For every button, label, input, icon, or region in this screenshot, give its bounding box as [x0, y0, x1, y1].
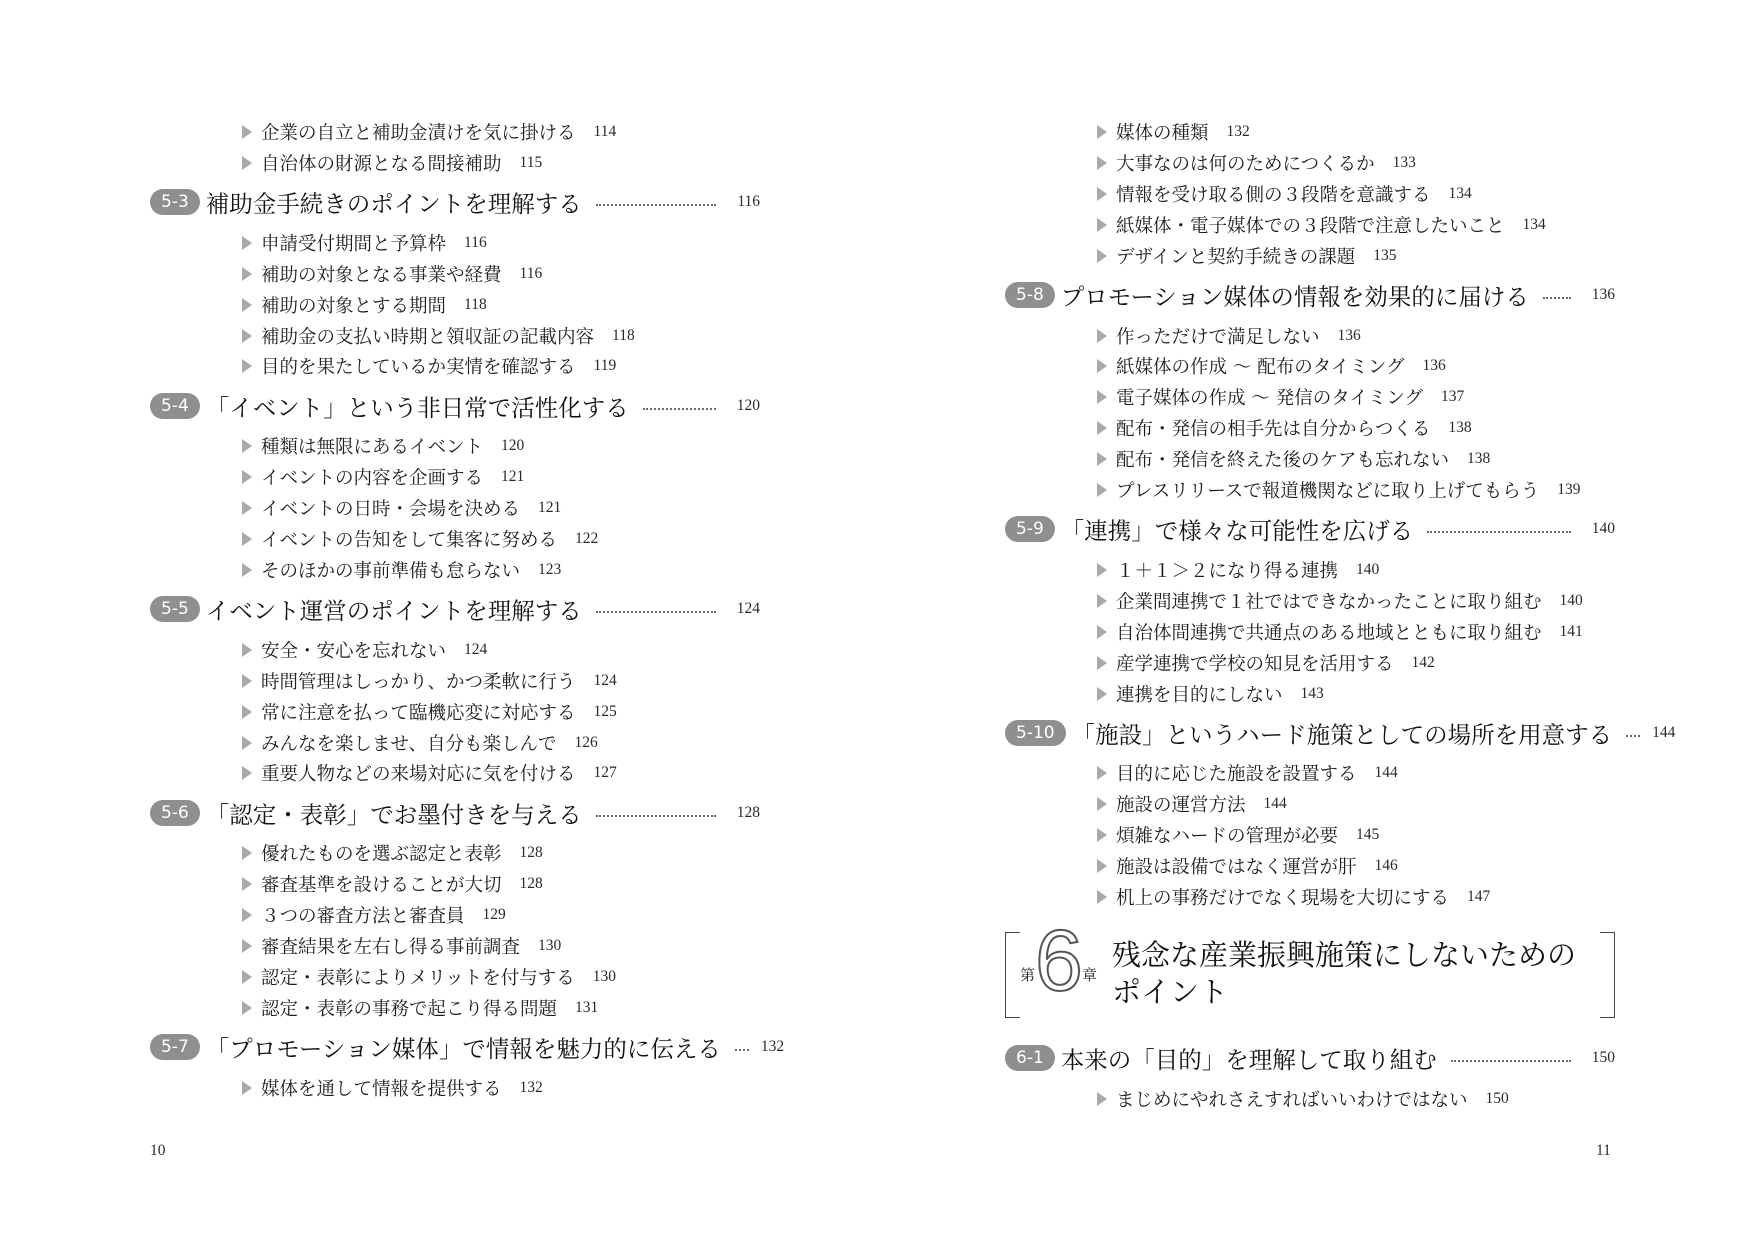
subentry-page-number: 136 [1337, 326, 1361, 344]
subentry-title: １＋１＞２になり得る連携 [1116, 560, 1339, 582]
subentry-title: そのほかの事前準備も怠らない [261, 560, 521, 582]
section-number-badge: 5-3 [150, 189, 200, 215]
subentry-page-number: 128 [519, 844, 543, 862]
triangle-bullet-icon [242, 470, 252, 484]
subentry-page-number: 136 [1422, 357, 1446, 375]
toc-subentry[interactable] [1005, 241, 1615, 271]
section-page-number: 116 [737, 193, 760, 211]
subentry-page-number: 122 [575, 530, 599, 547]
triangle-bullet-icon [242, 674, 252, 688]
triangle-bullet-icon [242, 359, 252, 373]
section-title: 「イベント」という非日常で活性化する [205, 393, 629, 422]
toc-subentry[interactable] [150, 993, 760, 1023]
triangle-bullet-icon [1097, 656, 1107, 670]
toc-subentry[interactable] [150, 148, 760, 178]
section-page-number: 120 [736, 396, 760, 414]
section-number-badge: 5-6 [150, 800, 200, 826]
toc-section-5-5[interactable] [150, 592, 760, 626]
triangle-bullet-icon [242, 125, 252, 139]
toc-subentry[interactable] [150, 1073, 760, 1103]
chapter-bracket-left [1005, 932, 1020, 1018]
toc-subentry[interactable] [1005, 475, 1615, 505]
leader-dots [596, 611, 716, 613]
subentry-page-number: 129 [482, 906, 506, 924]
subentry-page-number: 124 [464, 640, 488, 658]
subentry-page-number: 137 [1441, 388, 1465, 406]
leader-dots [1451, 1060, 1571, 1062]
subentry-page-number: 140 [1559, 591, 1583, 609]
subentry-title: 補助金の支払い時期と領収証の記載内容 [261, 326, 595, 348]
section-number-badge: 6-1 [1005, 1045, 1055, 1071]
chapter-title-line-1: 残念な産業振興施策にしないための [1112, 938, 1577, 972]
subentry-title: 産学連携で学校の知見を活用する [1116, 653, 1394, 675]
subentry-page-number: 121 [538, 499, 562, 517]
subentry-page-number: 123 [538, 560, 562, 578]
subentry-title: 自治体間連携で共通点のある地域とともに取り組む [1116, 622, 1542, 644]
leader-dots [1543, 297, 1571, 299]
subentry-title: 自治体の財源となる間接補助 [261, 153, 502, 175]
triangle-bullet-icon [242, 439, 252, 453]
triangle-bullet-icon [242, 705, 252, 719]
subentry-title: 認定・表彰によりメリットを付与する [261, 967, 575, 989]
subentry-page-number: 138 [1448, 419, 1472, 437]
triangle-bullet-icon [1097, 483, 1107, 497]
triangle-bullet-icon [242, 643, 252, 657]
toc-subentry[interactable] [150, 869, 760, 899]
subentry-title: 補助の対象とする期間 [261, 295, 447, 317]
toc-subentry[interactable] [150, 493, 760, 523]
triangle-bullet-icon [1097, 187, 1107, 201]
subentry-title: 配布・発信の相手先は自分からつくる [1116, 419, 1431, 441]
chapter-prefix: 第 [1020, 966, 1036, 984]
toc-subentry[interactable] [1005, 555, 1615, 585]
toc-subentry[interactable] [1005, 321, 1615, 351]
section-page-number: 136 [1591, 286, 1615, 303]
toc-subentry[interactable] [150, 321, 760, 351]
leader-dots [1626, 735, 1640, 737]
triangle-bullet-icon [1097, 421, 1107, 435]
leader-dots [596, 204, 716, 206]
page-number-right: 11 [1596, 1142, 1611, 1159]
subentry-title: 認定・表彰の事務で起こり得る問題 [261, 998, 558, 1020]
triangle-bullet-icon [1097, 859, 1107, 873]
subentry-title: ３つの審査方法と審査員 [261, 906, 465, 928]
subentry-page-number: 134 [1448, 184, 1472, 202]
section-page-number: 124 [736, 600, 760, 618]
triangle-bullet-icon [1097, 452, 1107, 466]
section-title: 「連携」で様々な可能性を広げる [1060, 517, 1414, 546]
section-number-badge: 5-5 [150, 596, 200, 622]
toc-subentry[interactable] [150, 635, 760, 665]
toc-section-5-8[interactable] [1005, 278, 1615, 312]
triangle-bullet-icon [1097, 156, 1107, 170]
leader-dots [735, 1049, 749, 1051]
subentry-title: 審査結果を左右し得る事前調査 [261, 937, 521, 958]
section-page-number: 150 [1591, 1049, 1615, 1066]
toc-subentry[interactable] [150, 697, 760, 727]
subentry-title: 紙媒体・電子媒体での３段階で注意したいこと [1116, 215, 1505, 237]
subentry-title: 優れたものを選ぶ認定と表彰 [261, 844, 502, 866]
subentry-title: 時間管理はしっかり、かつ柔軟に行う [261, 671, 576, 693]
subentry-title: 机上の事務だけでなく現場を大切にする [1116, 888, 1450, 909]
subentry-page-number: 139 [1557, 481, 1581, 498]
toc-subentry[interactable] [1005, 617, 1615, 647]
section-title: 補助金手続きのポイントを理解する [205, 190, 582, 219]
chapter-bracket-right [1600, 932, 1615, 1018]
toc-section-5-9[interactable] [1005, 512, 1615, 546]
subentry-page-number: 135 [1373, 246, 1397, 264]
toc-subentry[interactable] [150, 900, 760, 930]
subentry-page-number: 118 [464, 295, 487, 313]
triangle-bullet-icon [242, 970, 252, 984]
subentry-title: 申請受付期間と予算枠 [261, 233, 447, 255]
toc-subentry[interactable] [150, 758, 760, 788]
subentry-title: 媒体の種類 [1116, 123, 1209, 144]
subentry-page-number: 130 [538, 937, 562, 954]
triangle-bullet-icon [1097, 687, 1107, 701]
subentry-title: イベントの日時・会場を決める [261, 499, 521, 521]
triangle-bullet-icon [242, 736, 252, 750]
toc-subentry[interactable] [1005, 382, 1615, 412]
subentry-title: 情報を受け取る側の３段階を意識する [1116, 184, 1431, 206]
page-number-left: 10 [150, 1142, 166, 1159]
subentry-page-number: 138 [1467, 450, 1491, 468]
subentry-title: イベントの告知をして集客に努める [261, 530, 558, 551]
subentry-title: 重要人物などの来場対応に気を付ける [261, 764, 576, 786]
subentry-title: 配布・発信を終えた後のケアも忘れない [1116, 450, 1450, 472]
subentry-page-number: 132 [519, 1078, 543, 1096]
section-number-badge: 5-9 [1005, 516, 1055, 542]
toc-subentry[interactable] [1005, 210, 1615, 240]
toc-subentry[interactable] [1005, 758, 1615, 788]
toc-subentry[interactable] [150, 931, 760, 961]
subentry-title: 企業間連携で１社ではできなかったことに取り組む [1116, 591, 1542, 613]
triangle-bullet-icon [242, 563, 252, 577]
section-title: 「認定・表彰」でお墨付きを与える [205, 800, 582, 829]
toc-subentry[interactable] [1005, 413, 1615, 443]
section-title: 「プロモーション媒体」で情報を魅力的に伝える [205, 1035, 721, 1064]
toc-section-5-10[interactable] [1005, 716, 1676, 750]
triangle-bullet-icon [242, 267, 252, 281]
subentry-page-number: 130 [592, 967, 617, 985]
subentry-title: 作っただけで満足しない [1116, 326, 1320, 348]
subentry-page-number: 131 [575, 998, 599, 1016]
subentry-page-number: 144 [1263, 795, 1287, 813]
triangle-bullet-icon [242, 908, 252, 922]
subentry-page-number: 143 [1300, 684, 1324, 702]
subentry-title: 電子媒体の作成 〜 発信のタイミング [1116, 388, 1424, 410]
toc-subentry[interactable] [150, 838, 760, 868]
section-page-number: 144 [1652, 723, 1676, 741]
subentry-page-number: 114 [593, 123, 617, 140]
subentry-page-number: 126 [574, 733, 598, 751]
subentry-page-number: 141 [1559, 622, 1583, 640]
triangle-bullet-icon [1097, 125, 1107, 139]
toc-subentry[interactable] [1005, 179, 1615, 209]
chapter-title[interactable] [1112, 937, 1576, 1011]
toc-subentry[interactable] [1005, 648, 1615, 678]
toc-section-5-6[interactable] [150, 796, 760, 830]
section-page-number: 140 [1591, 520, 1615, 538]
toc-subentry[interactable] [150, 290, 760, 320]
chapter-number: 6 [1035, 913, 1083, 1009]
subentry-title: 媒体を通して情報を提供する [261, 1078, 502, 1100]
triangle-bullet-icon [1097, 249, 1107, 263]
triangle-bullet-icon [1097, 390, 1107, 404]
subentry-page-number: 140 [1356, 560, 1380, 578]
section-title: イベント運営のポイントを理解する [205, 597, 582, 626]
subentry-title: 連携を目的にしない [1116, 684, 1283, 706]
subentry-page-number: 115 [519, 153, 543, 171]
toc-subentry[interactable] [150, 728, 760, 758]
toc-subentry[interactable] [150, 228, 760, 258]
section-page-number: 132 [760, 1038, 785, 1056]
subentry-page-number: 124 [593, 671, 617, 689]
section-number-badge: 5-8 [1005, 282, 1055, 308]
subentry-page-number: 145 [1356, 826, 1380, 844]
subentry-title: 審査基準を設けることが大切 [261, 875, 502, 897]
subentry-page-number: 146 [1374, 857, 1398, 875]
triangle-bullet-icon [242, 846, 252, 860]
toc-section-5-3[interactable] [150, 185, 760, 219]
subentry-title: イベントの内容を企画する [261, 468, 484, 490]
section-number-badge: 5-10 [1005, 720, 1066, 746]
toc-subentry[interactable] [1005, 444, 1615, 474]
triangle-bullet-icon [1097, 359, 1107, 373]
triangle-bullet-icon [242, 156, 252, 170]
leader-dots [1427, 531, 1571, 533]
toc-subentry[interactable] [1005, 820, 1615, 850]
triangle-bullet-icon [1097, 1092, 1107, 1106]
toc-subentry[interactable] [1005, 789, 1615, 819]
subentry-title: まじめにやれさえすればいいわけではない [1116, 1089, 1468, 1111]
chapter-title-line-2: ポイント [1112, 975, 1229, 1009]
triangle-bullet-icon [1097, 563, 1107, 577]
toc-subentry[interactable] [1005, 351, 1615, 381]
triangle-bullet-icon [1097, 329, 1107, 343]
leader-dots [596, 815, 716, 817]
subentry-title: 企業の自立と補助金漬けを気に掛ける [261, 123, 576, 144]
toc-subentry[interactable] [1005, 851, 1615, 881]
subentry-title: 補助の対象となる事業や経費 [261, 264, 502, 286]
subentry-page-number: 132 [1226, 123, 1250, 140]
subentry-title: 常に注意を払って臨機応変に対応する [261, 702, 576, 724]
triangle-bullet-icon [242, 236, 252, 250]
subentry-title: 煩雑なハードの管理が必要 [1116, 826, 1339, 848]
subentry-page-number: 116 [519, 264, 543, 282]
toc-subentry[interactable] [1005, 882, 1615, 912]
triangle-bullet-icon [1097, 625, 1107, 639]
triangle-bullet-icon [1097, 797, 1107, 811]
chapter-6-heading [1005, 913, 1615, 1018]
section-title: プロモーション媒体の情報を効果的に届ける [1060, 283, 1529, 311]
triangle-bullet-icon [242, 877, 252, 891]
toc-subentry[interactable] [1005, 117, 1615, 147]
subentry-page-number: 116 [464, 233, 487, 251]
toc-subentry[interactable] [150, 117, 760, 147]
triangle-bullet-icon [242, 329, 252, 343]
subentry-page-number: 144 [1374, 764, 1398, 782]
subentry-page-number: 120 [501, 437, 525, 455]
triangle-bullet-icon [242, 532, 252, 546]
triangle-bullet-icon [1097, 890, 1107, 904]
subentry-page-number: 133 [1392, 153, 1416, 171]
subentry-title: みんなを楽しませ、自分も楽しんで [261, 733, 557, 755]
subentry-title: 紙媒体の作成 〜 配布のタイミング [1116, 357, 1405, 379]
toc-subentry[interactable] [150, 555, 760, 585]
toc-section-5-4[interactable] [150, 389, 760, 423]
toc-subentry[interactable] [150, 351, 760, 381]
toc-section-5-7[interactable] [150, 1030, 785, 1064]
toc-subentry[interactable] [1005, 148, 1615, 178]
section-title: 「施設」というハード施策としての場所を用意する [1071, 720, 1613, 749]
triangle-bullet-icon [242, 766, 252, 780]
section-number-badge: 5-7 [150, 1034, 200, 1060]
subentry-title: 目的を果たしているか実情を確認する [261, 357, 576, 379]
toc-subentry[interactable] [1005, 586, 1615, 616]
subentry-page-number: 119 [593, 357, 617, 375]
subentry-title: プレスリリースで報道機関などに取り上げてもらう [1116, 481, 1540, 502]
subentry-title: 目的に応じた施設を設置する [1116, 764, 1357, 786]
triangle-bullet-icon [242, 298, 252, 312]
subentry-page-number: 121 [501, 468, 525, 486]
toc-subentry[interactable] [150, 259, 760, 289]
triangle-bullet-icon [1097, 766, 1107, 780]
subentry-page-number: 147 [1467, 888, 1491, 905]
subentry-title: デザインと契約手続きの課題 [1116, 246, 1356, 268]
triangle-bullet-icon [1097, 218, 1107, 232]
subentry-page-number: 128 [519, 875, 543, 893]
triangle-bullet-icon [242, 501, 252, 515]
section-title: 本来の「目的」を理解して取り組む [1060, 1046, 1437, 1074]
subentry-page-number: 134 [1522, 215, 1546, 233]
subentry-page-number: 127 [593, 764, 617, 782]
triangle-bullet-icon [242, 1081, 252, 1095]
toc-subentry[interactable] [150, 666, 760, 696]
triangle-bullet-icon [1097, 828, 1107, 842]
toc-subentry[interactable] [150, 462, 760, 492]
subentry-page-number: 150 [1485, 1089, 1509, 1107]
toc-subentry[interactable] [150, 962, 760, 992]
subentry-page-number: 118 [612, 326, 635, 344]
section-number-badge: 5-4 [150, 393, 200, 419]
subentry-title: 安全・安心を忘れない [261, 640, 447, 662]
subentry-page-number: 125 [593, 702, 617, 720]
section-page-number: 128 [736, 803, 760, 821]
toc-subentry[interactable] [1005, 679, 1615, 709]
toc-subentry[interactable] [150, 524, 760, 554]
triangle-bullet-icon [242, 1001, 252, 1015]
toc-subentry[interactable] [1005, 1084, 1615, 1114]
subentry-title: 種類は無限にあるイベント [261, 437, 484, 459]
leader-dots [643, 408, 716, 410]
chapter-suffix: 章 [1082, 966, 1098, 984]
toc-subentry[interactable] [150, 431, 760, 461]
toc-section-6-1[interactable] [1005, 1041, 1615, 1075]
subentry-page-number: 142 [1411, 653, 1435, 671]
triangle-bullet-icon [1097, 594, 1107, 608]
triangle-bullet-icon [242, 939, 252, 953]
subentry-title: 施設の運営方法 [1116, 795, 1246, 817]
subentry-title: 大事なのは何のためにつくるか [1116, 153, 1375, 175]
subentry-title: 施設は設備ではなく運営が肝 [1116, 857, 1357, 879]
